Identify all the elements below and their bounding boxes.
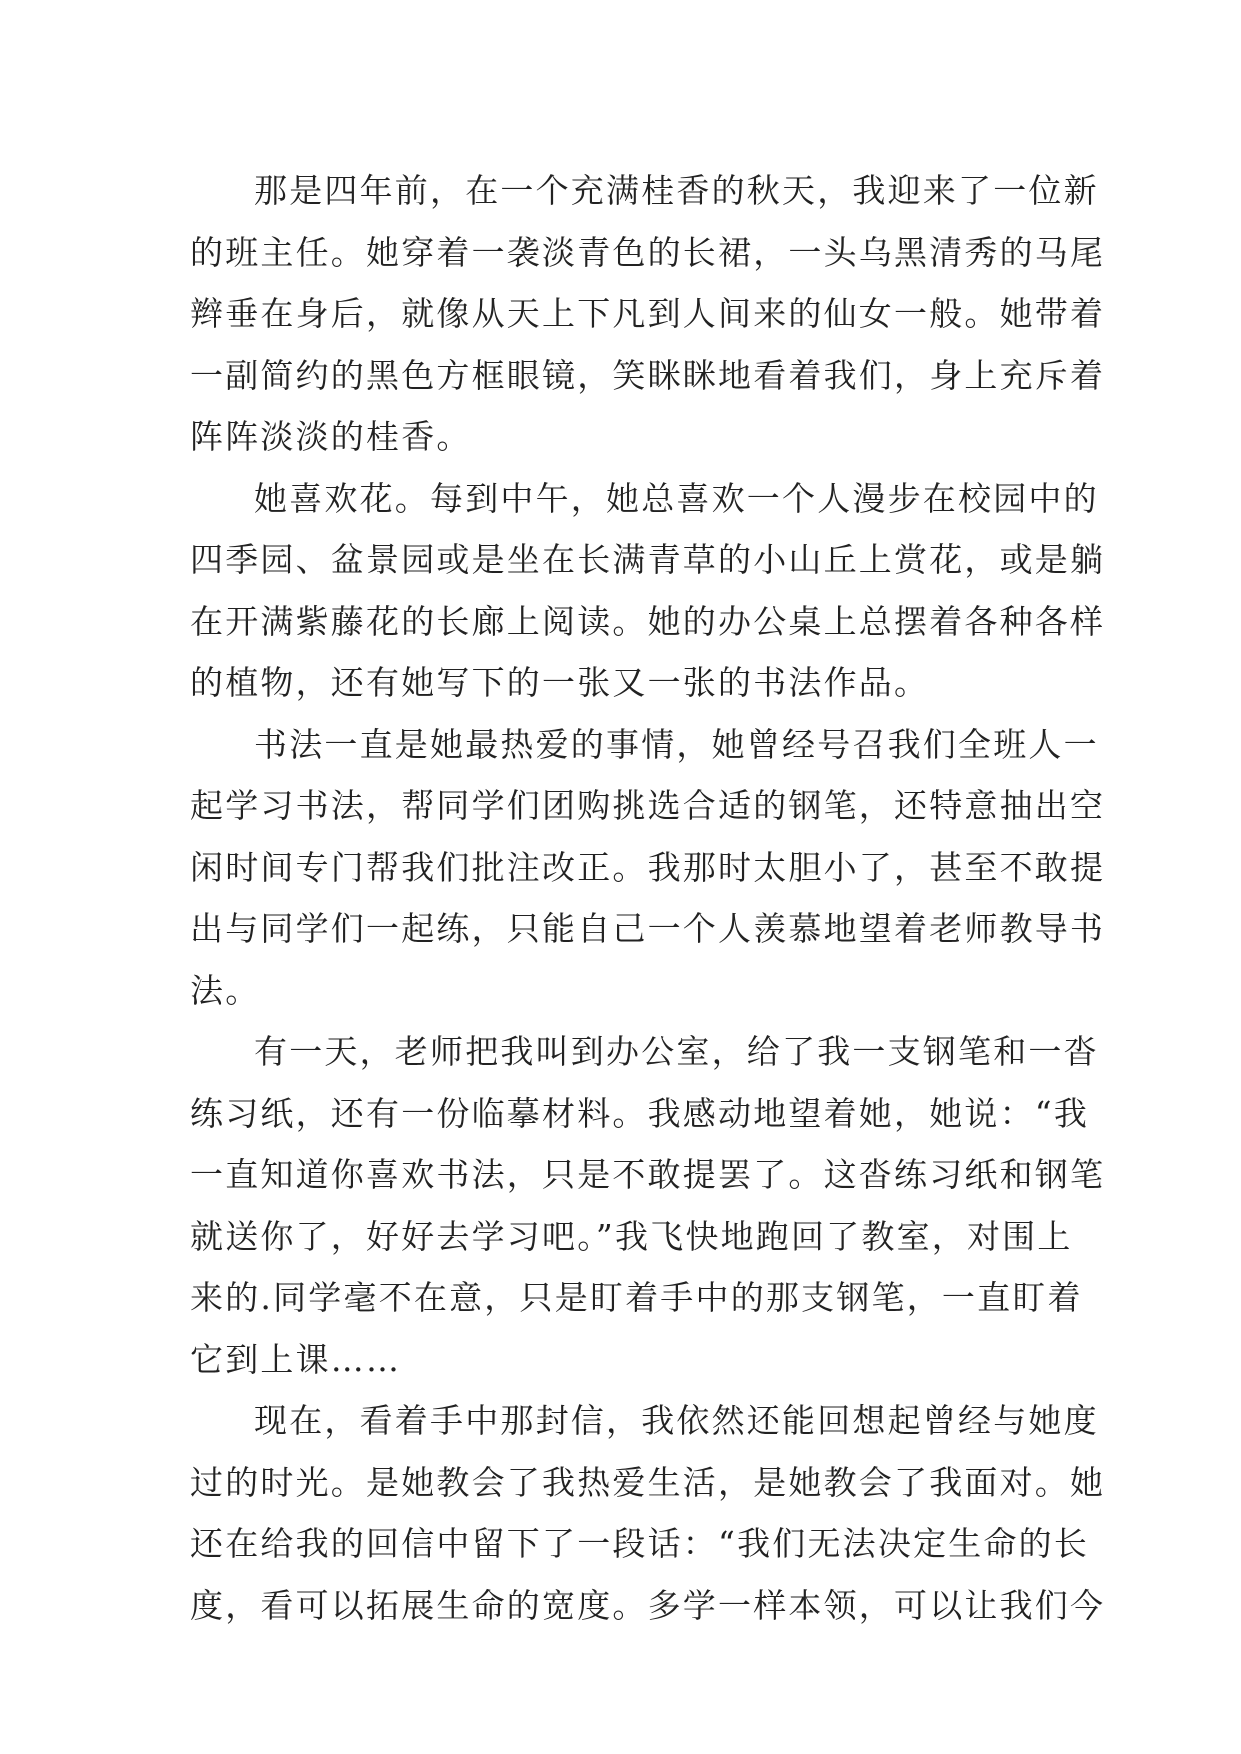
text-line: 一直知道你喜欢书法，只是不敢提罢了。这沓练习纸和钢笔 [190,1155,1106,1194]
paragraph-1 [190,160,1106,468]
text-line: 辫垂在身后，就像从天上下凡到人间来的仙女一般。她带着 [190,294,1106,333]
text-line: 书法一直是她最热爱的事情，她曾经号召我们全班人一 [254,724,1099,764]
text-line: 练习纸，还有一份临摹材料。我感动地望着她，她说：“我 [190,1093,1090,1133]
text-line: 的植物，还有她写下的一张又一张的书法作品。 [190,663,930,702]
text-line: 来的.同学毫不在意，只是盯着手中的那支钢笔，一直盯着 [190,1278,1083,1317]
text-line: 四季园、盆景园或是坐在长满青草的小山丘上赏花，或是躺 [190,540,1106,579]
text-line: 阵阵淡淡的桂香。 [190,417,472,456]
text-line: 它到上课…… [190,1339,402,1379]
paragraph-4 [190,1021,1106,1390]
text-line: 的班主任。她穿着一袭淡青色的长裙，一头乌黑清秀的马尾 [190,232,1106,272]
text-line: 出与同学们一起练，只能自己一个人羡慕地望着老师教导书 [190,909,1106,948]
document-body [190,160,1106,1636]
text-line: 一副简约的黑色方框眼镜，笑眯眯地看着我们，身上充斥着 [190,355,1106,395]
text-line: 法。 [190,970,261,1010]
paragraph-2 [190,468,1106,714]
text-line: 在开满紫藤花的长廊上阅读。她的办公桌上总摆着各种各样 [190,601,1106,641]
text-line: 现在，看着手中那封信，我依然还能回想起曾经与她度 [254,1401,1099,1440]
text-line: 就送你了，好好去学习吧。”我飞快地跑回了教室，对围上 [190,1216,1073,1256]
text-line: 还在给我的回信中留下了一段话：“我们无法决定生命的长 [190,1524,1090,1563]
text-line: 有一天，老师把我叫到办公室，给了我一支钢笔和一沓 [254,1032,1099,1071]
paragraph-3 [190,714,1106,1022]
text-line: 她喜欢花。每到中午，她总喜欢一个人漫步在校园中的 [254,478,1099,518]
text-line: 过的时光。是她教会了我热爱生活，是她教会了我面对。她 [190,1462,1106,1502]
text-line: 那是四年前，在一个充满桂香的秋天，我迎来了一位新 [254,171,1099,210]
paragraph-5 [190,1390,1106,1636]
text-line: 起学习书法，帮同学们团购挑选合适的钢笔，还特意抽出空 [190,786,1106,825]
text-line: 度，看可以拓展生命的宽度。多学一样本领，可以让我们今 [190,1585,1106,1625]
text-line: 闲时间专门帮我们批注改正。我那时太胆小了，甚至不敢提 [190,847,1106,887]
